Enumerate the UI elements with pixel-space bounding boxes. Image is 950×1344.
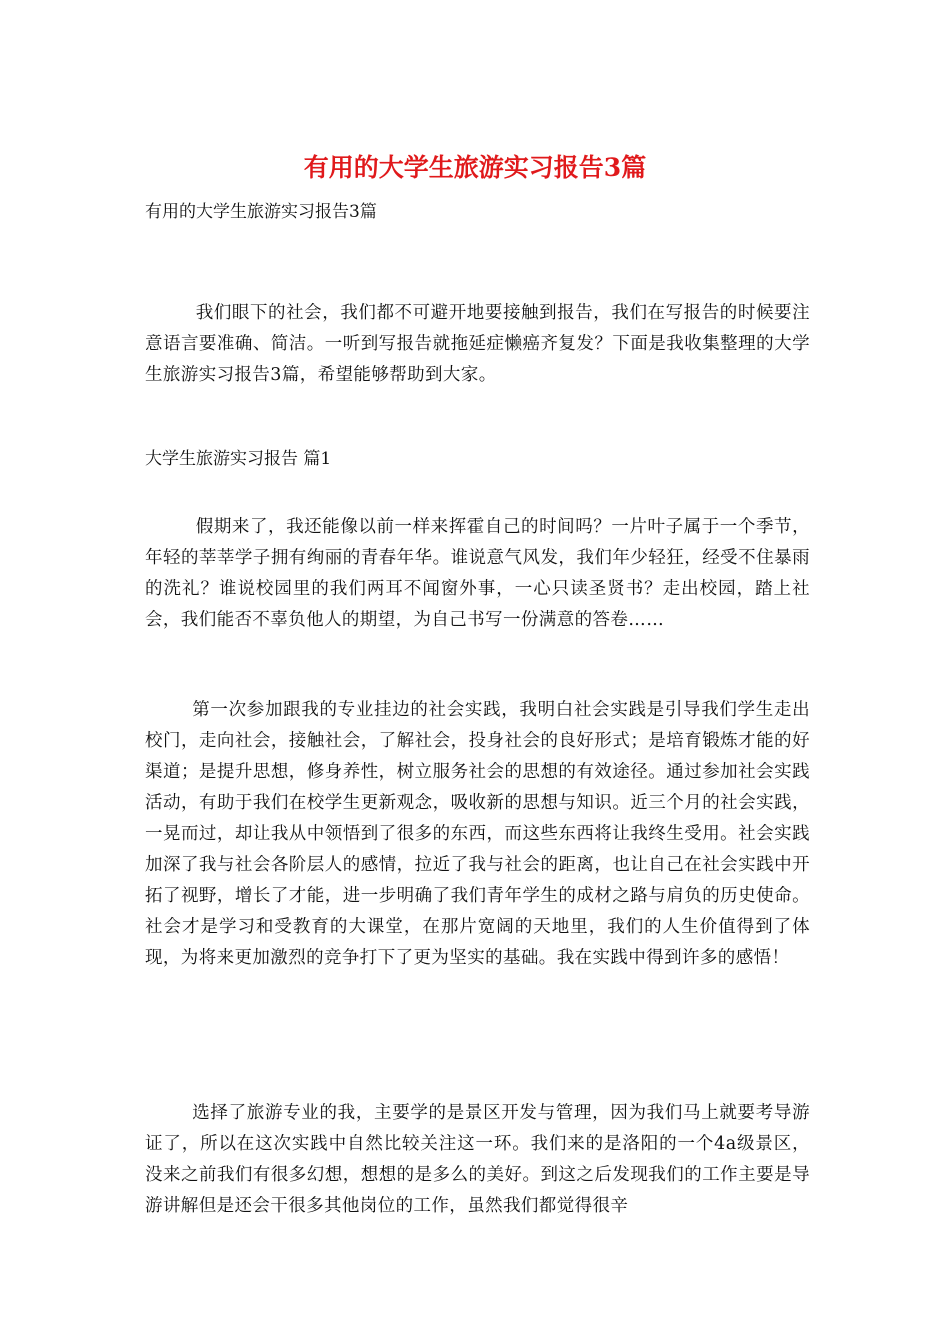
section-heading: 大学生旅游实习报告 篇1 [145, 449, 332, 469]
body-paragraph-2: 第一次参加跟我的专业挂边的社会实践，我明白社会实践是引导我们学生走出校门，走向社会，接触社会，了解社会，投身社会的良好形式；是培育锻炼才能的好渠道；是提升思想，修身养性，树立服务社会的思想的有效途径。通过参加社会实践活动，有助于我们在校学生更新观念，吸收新的思想与知识。近三个月的社会实践，一晃而过，却让我从中领悟到了很多的东西，而这些东西将让我终生受用。社会实践加深了我与社会各阶层人的感情，拉近了我与社会的距离，也让自己在社会实践中开拓了视野，增长了才能，进一步明确了我们青年学生的成材之路与肩负的历史使命。社会才是学习和受教育的大课堂，在那片宽阔的天地里，我们的人生价值得到了体现，为将来更加激烈的竞争打下了更为坚实的基础。我在实践中得到许多的感悟！ [145, 700, 810, 968]
document-subtitle: 有用的大学生旅游实习报告3篇 [145, 202, 377, 222]
document-title: 有用的大学生旅游实习报告3篇 [303, 153, 647, 182]
body-paragraph-1: 假期来了，我还能像以前一样来挥霍自己的时间吗？一片叶子属于一个季节，年轻的莘莘学子拥有绚丽的青春年华。谁说意气风发，我们年少轻狂，经受不住暴雨的洗礼？谁说校园里的我们两耳不闻窗外事，一心只读圣贤书？走出校园，踏上社会，我们能否不辜负他人的期望，为自己书写一份满意的答卷…… [145, 517, 810, 630]
intro-paragraph: 我们眼下的社会，我们都不可避开地要接触到报告，我们在写报告的时候要注意语言要准确、简洁。一听到写报告就拖延症懒癌齐复发？下面是我收集整理的大学生旅游实习报告3篇，希望能够帮助到大家。 [145, 303, 810, 385]
body-paragraph-3: 选择了旅游专业的我，主要学的是景区开发与管理，因为我们马上就要考导游证了，所以在这次实践中自然比较关注这一环。我们来的是洛阳的一个4a级景区，没来之前我们有很多幻想，想想的是多么的美好。到这之后发现我们的工作主要是导游讲解但是还会干很多其他岗位的工作，虽然我们都觉得很辛 [145, 1103, 810, 1216]
